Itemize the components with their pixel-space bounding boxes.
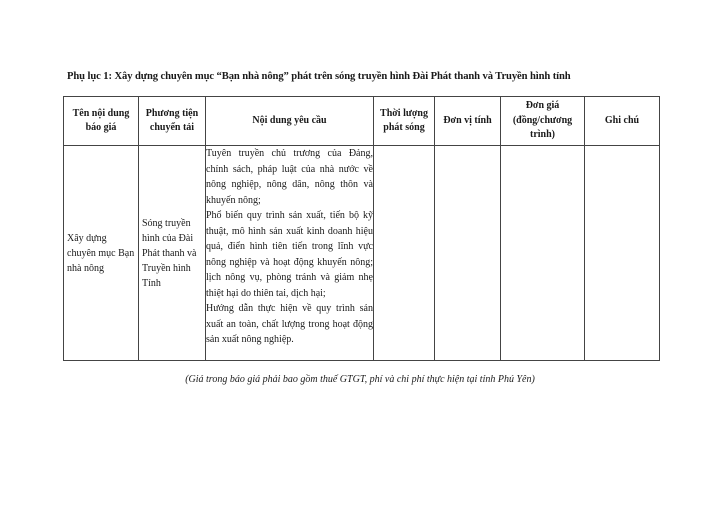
cell-duration [374,146,435,361]
cell-requirements [206,146,374,361]
cell-content-name [64,146,139,361]
header-requirements: Nội dung yêu cầu [206,97,374,146]
content-name-text: Xây dựng chuyên mục Bạn nhà nông [67,232,135,274]
cell-medium [139,146,206,361]
cell-unit [435,146,501,361]
price-footnote: (Giá trong báo giá phải bao gồm thuế GTGT, phí và chi phí thực hiện tại tỉnh Phú Yên) [185,374,535,385]
header-unit: Đơn vị tính [435,97,501,146]
requirement-item: Hướng dẫn thực hiện về quy trình sản xuất an toàn, chất lượng trong hoạt động sản xuất nông nghiệp. [206,303,373,345]
quotation-table [63,96,660,361]
page-title: Phụ lục 1: Xây dựng chuyên mục “Bạn nhà nông” phát trên sóng truyền hình Đài Phát thanh và Truyền hình tỉnh [67,71,571,82]
header-price: Đơn giá (đồng/chương trình) [501,97,585,146]
table-row [64,146,660,361]
header-duration: Thời lượng phát sóng [374,97,435,146]
requirement-item: Tuyên truyền chủ trương của Đảng, chính sách, pháp luật của nhà nước về nông nghiệp, nông dân, nông thôn và khuyến nông; [206,148,373,206]
requirement-item: Phổ biến quy trình sản xuất, tiến bộ kỹ thuật, mô hình sản xuất kinh doanh hiệu quả, điển hình tiên tiến trong lĩnh vực nông nghiệp và hoạt động khuyến nông; lịch nông vụ, phòng tránh và giảm nhẹ thiệt hại do thiên tai, dịch hại; [206,210,373,299]
table-header-row [64,97,660,146]
header-medium: Phương tiện chuyển tải [139,97,206,146]
header-content-name: Tên nội dung báo giá [64,97,139,146]
cell-note [585,146,660,361]
medium-text: Sóng truyền hình của Đài Phát thanh và Truyền hình Tỉnh [142,217,197,289]
header-note: Ghi chú [585,97,660,146]
cell-price [501,146,585,361]
